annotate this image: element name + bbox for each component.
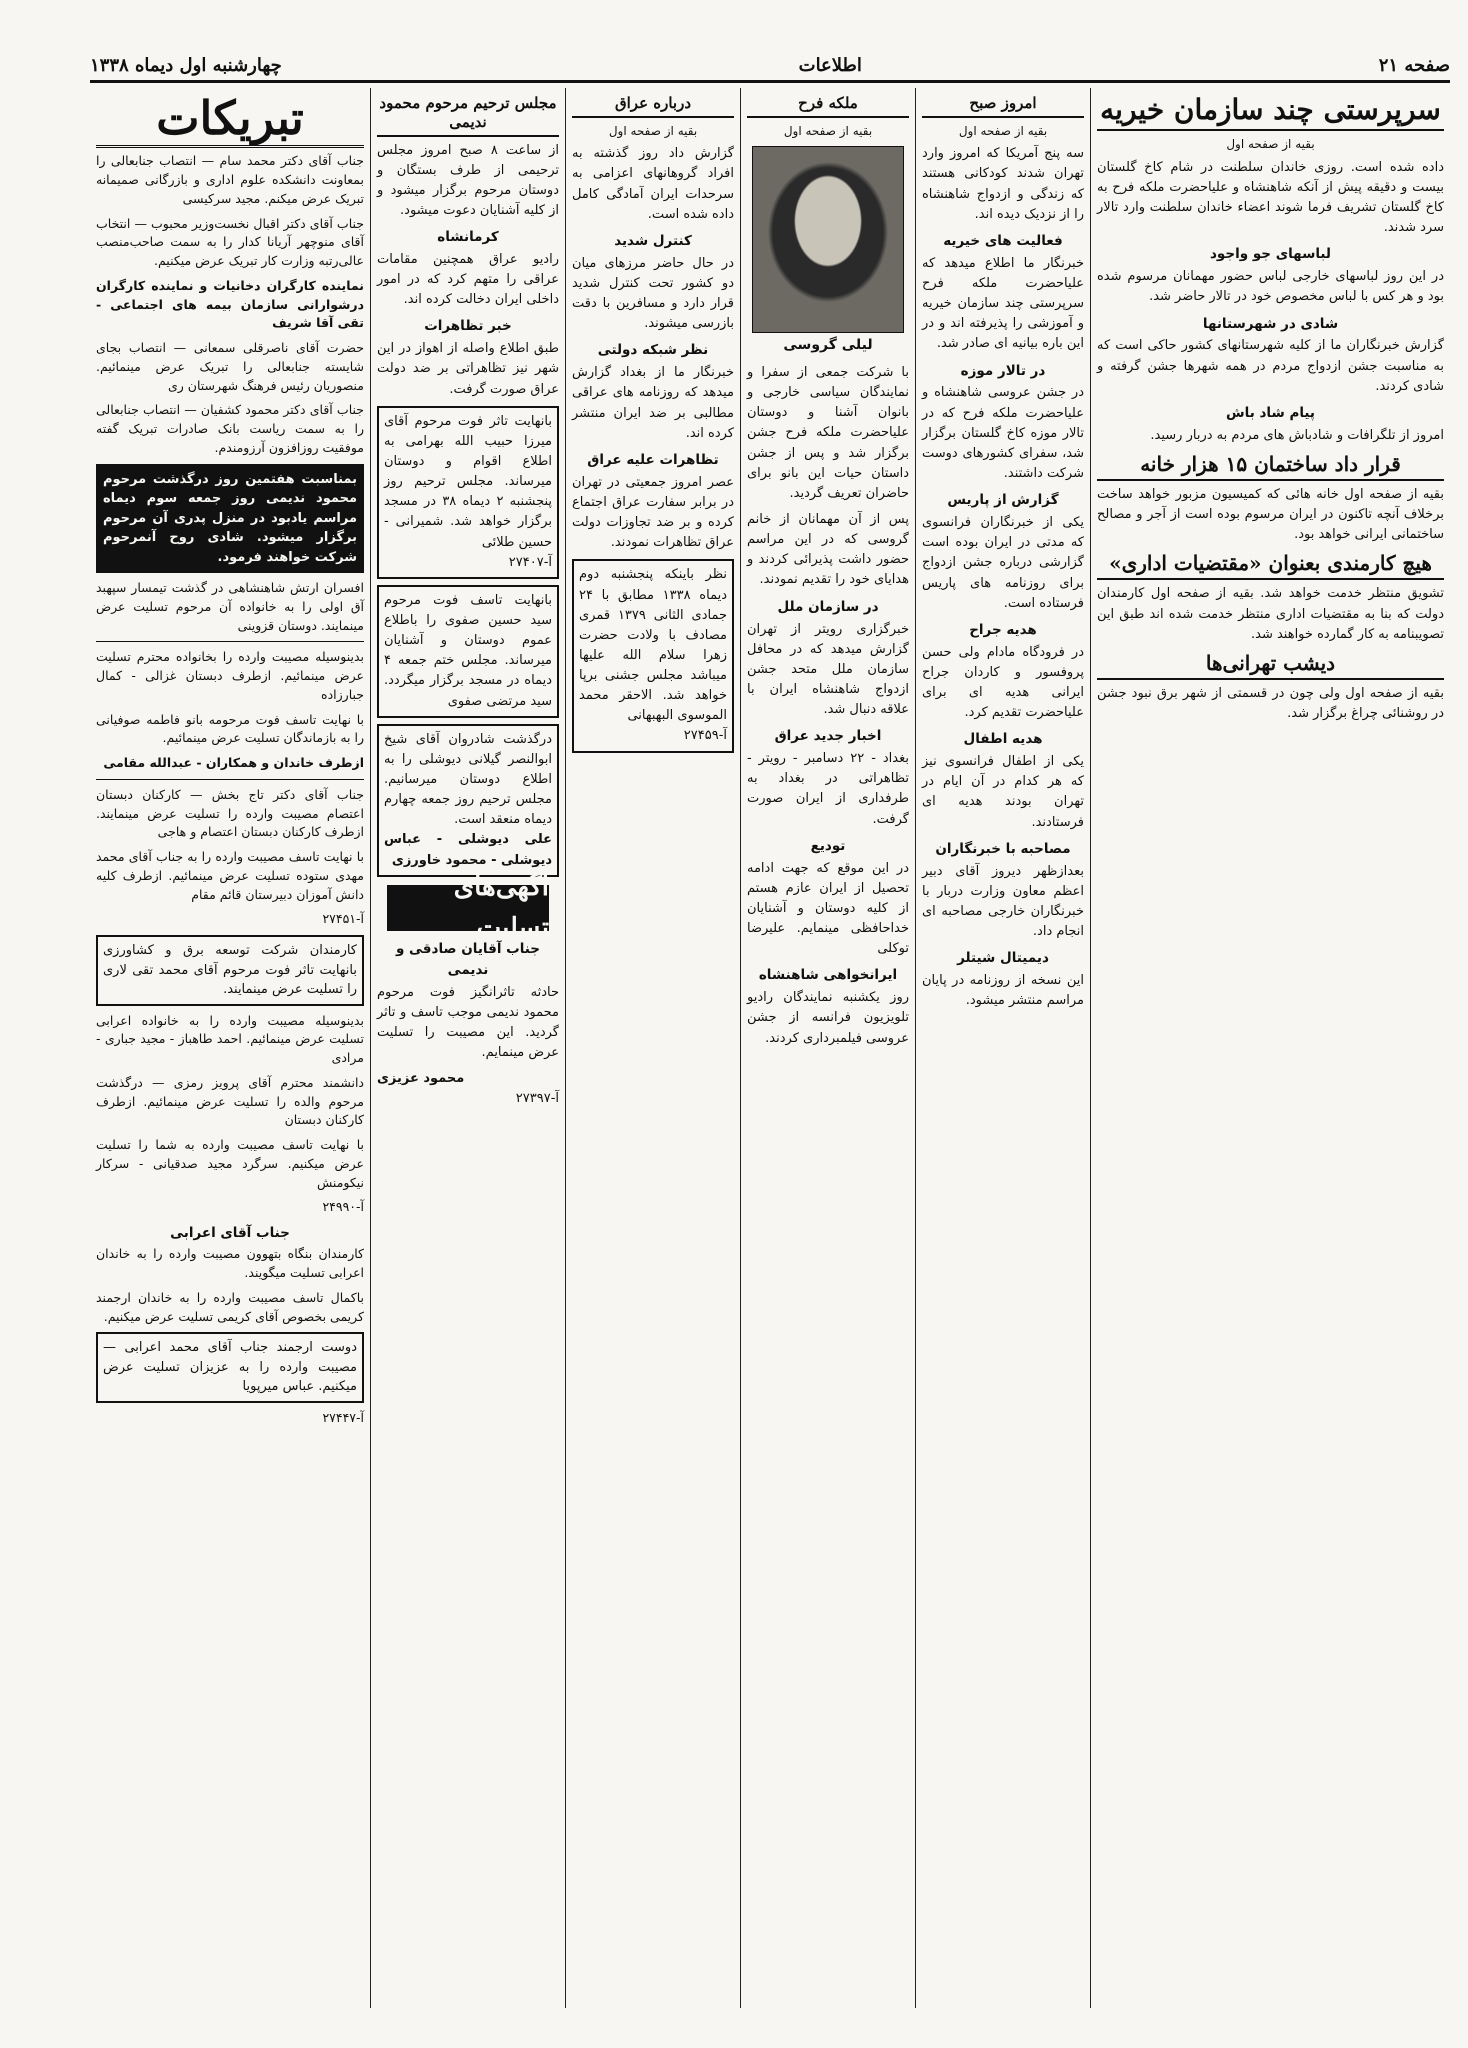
- headline-this-morning: امروز صبح: [922, 94, 1084, 118]
- masthead-paper-name: اطلاعات: [798, 54, 862, 76]
- condolence-entry: دانشمند محترم آقای پرویز رمزی — درگذشت مرحوم والده را تسلیت عرض مینمائیم. ازطرف کارکنان دبستان: [96, 1074, 364, 1128]
- ad-number: آ-۲۷۴۴۷: [322, 1409, 364, 1425]
- column-4: [565, 88, 740, 2008]
- divider: [96, 641, 364, 642]
- article-text: در این موقع که جهت ادامه تحصیل از ایران عازم هستم از کلیه دوستان و آشنایان خداحافظی مینمایم. علیرضا توکلی: [747, 860, 909, 957]
- subheading: شادی در شهرستانها: [1202, 315, 1339, 332]
- subheading: اخبار جدید عراق: [774, 728, 882, 745]
- condolence-entry: بدینوسیله مصیبت وارده را به خانواده اعرابی تسلیت عرض مینمائیم. احمد طاهباز - مجید جباری - مرادی: [96, 1012, 364, 1066]
- notice-text: بانهایت تاسف فوت مرحوم سید حسین صفوی را باطلاع عموم دوستان و آشنایان میرساند. مجلس ختم جمعه ۴ دیماه در مسجد برگزار میگردد. سید مرتضی صفوی: [384, 592, 552, 709]
- subheading: دیمیتال شیتلر: [957, 950, 1049, 967]
- headline-charity: سرپرستی چند سازمان خیریه: [1097, 94, 1444, 131]
- continued-note: بقیه از صفحه اول: [958, 123, 1048, 138]
- subheading: گزارش از پاریس: [947, 492, 1059, 509]
- headline-iraq: درباره عراق: [572, 94, 734, 118]
- article-text: گزارش خبرنگاران ما از کلیه شهرستانهای کشور حاکی است که به مناسبت جشن ازدواج مردم در همه شهرها جشن گرفته و شادی کردند.: [1097, 338, 1444, 394]
- ad-number: آ-۲۷۴۵۱: [322, 911, 364, 927]
- article-text: از ساعت ۸ صبح امروز مجلس ترحیمی از طرف بستگان و دوستان مرحوم برگزار میشود و از کلیه آشنایان دعوت میشود.: [377, 142, 560, 218]
- subheading: ایرانخواهی شاهنشاه: [758, 967, 898, 984]
- article-text: خبرنگار ما اطلاع میدهد که علیاحضرت ملکه فرح سرپرستی چند سازمان خیریه و آموزشی را پذیرفته اند و در این باره بیانیه ای صادر شد.: [922, 255, 1084, 352]
- condolence-notice: کارمندان شرکت توسعه برق و کشاورزی بانهایت تاثر فوت مرحوم آقای محمد تقی لاری را تسلیت عرض مینمایند.: [96, 935, 364, 1006]
- subheading: تودیع: [810, 837, 846, 854]
- condolence-notice: [377, 585, 559, 718]
- article-text: عصر امروز جمعیتی در تهران در برابر سفارت عراق اجتماع کرده و بر ضد تجاوزات دولت عراق تظاهرات نمودند.: [572, 474, 734, 551]
- continued-note: بقیه از صفحه اول: [1226, 137, 1315, 152]
- photo-caption: لیلی گروسی: [783, 337, 873, 354]
- column-2: [915, 88, 1090, 2008]
- condolence-entry: بدینوسیله مصیبت وارده را بخانواده محترم تسلیت عرض مینمائیم. ازطرف دبستان غزالی - کمال جبارزاده: [96, 649, 364, 702]
- condolence-entry: افسران ارتش شاهنشاهی در گذشت تیمسار سپهبد آق اولی را به خانواده آن مرحوم تسلیت عرض مینمایند. دوستان قزوینی: [96, 580, 364, 633]
- condolence-entry: با نهایت تاسف فوت مرحومه بانو فاطمه صوفیانی را به بازماندگان تسلیت عرض مینمائیم.: [96, 711, 364, 746]
- article-text: سه پنج آمریکا که امروز وارد تهران شدند کودکانی هستند که زندگی و ازدواج شاهنشاه را از نزدیک دیده اند.: [922, 146, 1084, 222]
- condolence-notice: [377, 724, 559, 877]
- subheading: خبر تظاهرات: [424, 318, 512, 335]
- condolence-entry: کارمندان بنگاه بتهوون مصیبت وارده را به خاندان اعرابی تسلیت میگویند.: [96, 1246, 364, 1281]
- column-3: [740, 88, 915, 2008]
- announcement-text: نظر باینکه پنجشنبه دوم دیماه ۱۳۳۸ مطابق با ۲۴ جمادی الثانی ۱۳۷۹ قمری مصادف با ولادت حضرت زهرا سلام الله علیها میباشد مجلس جشنی برپا خواهد شد. الاحقر محمد الموسوی البهبهانی: [579, 567, 728, 724]
- congrats-entry: جناب آقای دکتر اقبال نخست‌وزیر محبوب — انتخاب آقای منوچهر آریانا کدار را به سمت صاحب‌منصب عالی‌رتبه وزارت کار تبریک عرض میکنیم.: [96, 215, 364, 269]
- subheading: هدیه اطفال: [963, 731, 1043, 748]
- article-text: خبرنگار ما از بغداد گزارش میدهد که روزنامه های عراقی مطالبی بر ضد ایران منتشر کرده اند.: [572, 365, 734, 441]
- article-text: یکی از خبرنگاران فرانسوی که مدتی در ایران بوده است گزارشی درباره جشن ازدواج برای روزنامه های پاریس فرستاده است.: [922, 515, 1084, 611]
- article-text: تشویق منتظر خدمت خواهد شد. بقیه از صفحه اول کارمندان دولت که بنا به مقتضیات اداری منتظر خدمت شده اند طبق این تصویبنامه به کار گمارده خواهند شد.: [1097, 586, 1444, 642]
- headline-congratulations: تبریکات: [96, 94, 364, 148]
- congrats-entry: جناب آقای دکتر محمود کشفیان — انتصاب جنابعالی را به سمت ریاست بانک صادرات تبریک گفته موفقیت روزافزون آرزومندم.: [96, 402, 364, 455]
- notice-signature: محمود عزیزی: [377, 1071, 465, 1087]
- notice-text: درگذشت شادروان آقای شیخ ابوالنصر گیلانی دیوشلی را به اطلاع دوستان میرسانیم. مجلس ترحیم روز جمعه چهارم دیماه منعقد است.: [384, 731, 552, 828]
- headline-queen-farah: ملکه فرح: [747, 94, 909, 118]
- ad-number: آ-۲۴۹۹۰: [322, 1199, 364, 1215]
- condolence-notice: دوست ارجمند جناب آقای محمد اعرابی — مصیبت وارده را به عزیزان تسلیت عرض میکنیم. عباس میرپویا: [96, 1332, 364, 1403]
- column-6: [90, 88, 370, 2008]
- congrats-entry: نماینده کارگران دخانیات و نماینده کارگران درشوارانی سازمان بیمه های اجتماعی - تقی آقا شریف: [96, 277, 364, 331]
- condolence-notice: [377, 406, 559, 579]
- column-5: [370, 88, 565, 2008]
- divider: [96, 779, 364, 780]
- article-text: با شرکت جمعی از سفرا و نمایندگان سیاسی خارجی و بانوان آشنا و دوستان علیاحضرت ملکه فرح جشن برگزار شد و پس از جشن داستان حیات این بانو برای حاضران تعریف گردید.: [747, 365, 909, 501]
- portrait-photo: [752, 146, 904, 333]
- masthead-date: چهارشنبه اول دیماه ۱۳۳۸: [90, 54, 282, 76]
- condolence-entry: جناب آقای دکتر تاج بخش — کارکنان دبستان اعتصام مصیبت وارده را تسلیت عرض مینمایند. ازطرف کارکنان دبستان اعتصام و هاجی: [96, 786, 364, 840]
- subheading: جناب آقای اعرابی: [170, 1225, 290, 1242]
- memorial-notice: بمناسبت هفتمین روز درگذشت مرحوم محمود ندیمی روز جمعه سوم دیماه مراسم یادبود در منزل پدری آن مرحوم برگزار میشود. شادی روح آنمرحوم شرکت خواهند فرمود.: [96, 464, 364, 574]
- congrats-entry: جناب آقای دکتر محمد سام — انتصاب جنابعالی را بمعاونت دانشکده علوم اداری و بازرگانی صمیمانه تبریک عرض میکنم. مجید سرکیسی: [96, 153, 364, 206]
- subheading: در تالار موزه: [960, 362, 1046, 379]
- headline-tehran-night: دیشب تهرانی‌ها: [1097, 651, 1444, 680]
- article-text: روز یکشنبه نمایندگان رادیو تلویزیون فرانسه از جشن عروسی فیلمبرداری کردند.: [747, 990, 909, 1046]
- ad-number: آ-۲۷۳۹۷: [515, 1091, 559, 1107]
- article-text: داده شده است. روزی خاندان سلطنت در شام کاخ گلستان بیست و دقیقه پیش از آنکه شاهنشاه و علیاحضرت ملکه فرح به کاخ گلستان تشریف فرما شوند اعضاء خاندان سلطنت وارد تالار سرد شدند.: [1097, 159, 1444, 236]
- article-text: بقیه از صفحه اول ولی چون در قسمتی از شهر برق نبود جشن در روشنائی چراغ برگزار شد.: [1097, 685, 1444, 721]
- subheading: تظاهرات علیه عراق: [587, 451, 719, 468]
- notice-names: علی دیوشلی - عباس دیوشلی - محمود خاورزی: [384, 832, 552, 868]
- condolence-entry: ازطرف خاندان و همکاران - عبدالله مقامی: [103, 755, 364, 771]
- article-text: خبرگزاری رویتر از تهران گزارش میدهد که در محافل سازمان ملل متحد جشن ازدواج شاهنشاه ایران با علاقه دنبال شد.: [747, 621, 909, 718]
- headline-memorial: مجلس ترحیم مرحوم محمود ندیمی: [377, 94, 559, 137]
- subheading: فعالیت های خیریه: [943, 232, 1063, 249]
- condolence-entry: با نهایت تاسف مصیبت وارده را به جناب آقای محمد مهدی ستوده تسلیت عرض مینمائیم. ازطرف کلیه دانش آموزان دبیرستان قائم مقام: [96, 849, 364, 902]
- article-text: در این روز لباسهای خارجی لباس حضور مهمانان مرسوم شده بود و هر کس با لباس مخصوص خود در تالار حاضر شد.: [1097, 269, 1444, 305]
- subheading: پیام شاد باش: [1226, 404, 1315, 421]
- subheading: کرمانشاه: [437, 229, 499, 246]
- article-text: بقیه از صفحه اول خانه هائی که کمیسیون مزبور خواهد ساخت برخلاف آنچه تاکنون در ایران مرسوم بوده است از آجر و مصالح ساختمانی ایرانی خواهد بود.: [1097, 486, 1444, 543]
- headline-housing-contract: قرار داد ساختمان ۱۵ هزار خانه: [1097, 452, 1444, 481]
- congrats-entry: حضرت آقای ناصرقلی سمعانی — انتصاب بجای شایسته جنابعالی را تبریک عرض مینمائیم. منصوریان رئیس فرهنگ شهرستان ری: [96, 340, 364, 393]
- article-text: حادثه تاثرانگیز فوت مرحوم محمود ندیمی موجب تاسف و تاثر گردید. این مصیبت را تسلیت عرض مینمایم.: [377, 984, 559, 1060]
- article-text: پس از آن مهمانان از خانم گروسی که در این مراسم حضور داشت پذیرائی کردند و هدایای خود را تقدیم نمودند.: [747, 512, 909, 588]
- article-text: بعدازظهر دیروز آقای دبیر اعظم معاون وزارت دربار با خبرنگاران خارجی مصاحبه ای انجام داد.: [922, 863, 1084, 940]
- notice-text: بانهایت تاثر فوت مرحوم آقای میرزا حبیب الله بهرامی به اطلاع اقوام و دوستان میرساند. مجلس ترحیم روز پنجشنبه ۲ دیماه ۳۸ در مسجد برگزار خواهد شد. شمیرانی - حسین طلائی: [384, 413, 552, 550]
- article-text: رادیو عراق همچنین مقامات عراقی را متهم کرد که در امور داخلی ایران دخالت کرده اند.: [377, 251, 559, 308]
- subheading: نظر شبکه دولتی: [597, 342, 709, 359]
- announcement-box: [572, 559, 734, 752]
- article-text: یکی از اطفال فرانسوی نیز که هر کدام در آن ایام در تهران بودند هدیه ای فرستادند.: [922, 754, 1084, 830]
- article-text: در حال حاضر مرزهای میان دو کشور تحت کنترل شدید قرار دارد و مسافرین با دقت بازرسی میشوند.: [572, 255, 734, 332]
- subheading: لباسهای جو واجود: [1209, 246, 1331, 263]
- masthead-page-number: صفحه ۲۱: [1378, 54, 1450, 76]
- article-text: این نسخه از روزنامه در پایان مراسم منتشر میشود.: [922, 973, 1084, 1009]
- continued-note: بقیه از صفحه اول: [783, 123, 873, 138]
- article-text: طبق اطلاع واصله از اهواز در این شهر نیز تظاهراتی بر ضد دولت عراق صورت گرفت.: [377, 341, 559, 397]
- article-text: گزارش داد روز گذشته به افراد گروهانهای اعزامی به سرحدات ایران آمادگی کامل داده شده است.: [572, 146, 734, 222]
- subheading: جناب آقایان صادقی و ندیمی: [395, 940, 541, 978]
- condolence-entry: با نهایت تاسف مصیبت وارده به شما را تسلیت عرض میکنیم. سرگرد مجید صدقیانی - سرکار نیکومنش: [96, 1137, 364, 1190]
- condolence-banner: آگهی‌های تسلیت: [387, 885, 549, 931]
- subheading: در سازمان ملل: [777, 598, 879, 615]
- subheading: هدیه جراح: [969, 621, 1037, 638]
- subheading: کنترل شدید: [614, 232, 692, 249]
- subheading: مصاحبه با خبرنگاران: [935, 840, 1071, 857]
- masthead: [90, 50, 1450, 83]
- column-1: [1090, 88, 1450, 2008]
- article-text: بغداد - ۲۲ دسامبر - رویتر - تظاهراتی در بغداد به طرفداری از ایران صورت گرفت.: [747, 751, 909, 827]
- headline-employment: هیچ کارمندی بعنوان «مقتضیات اداری»: [1097, 551, 1444, 580]
- continued-note: بقیه از صفحه اول: [608, 123, 698, 138]
- condolence-entry: باکمال تاسف مصیبت وارده را به خاندان ارجمند کریمی بخصوص آقای کریمی تسلیت عرض میکنیم.: [96, 1289, 364, 1324]
- ad-number: آ-۲۷۴۵۹: [683, 728, 727, 744]
- article-text: در جشن عروسی شاهنشاه و علیاحضرت ملکه فرح که در تالار موزه کاخ گلستان برگزار شد، سفرای کشورهای دوست شرکت داشتند.: [922, 385, 1084, 482]
- ad-number: آ-۲۷۴۰۷: [508, 554, 552, 570]
- article-text: امروز از تلگرافات و شادباش های مردم به دربار رسید.: [1150, 427, 1444, 443]
- article-text: در فرودگاه مادام ولی حسن پروفسور و کاردان جراح ایرانی هدیه ای برای علیاحضرت تقدیم کرد.: [922, 644, 1084, 721]
